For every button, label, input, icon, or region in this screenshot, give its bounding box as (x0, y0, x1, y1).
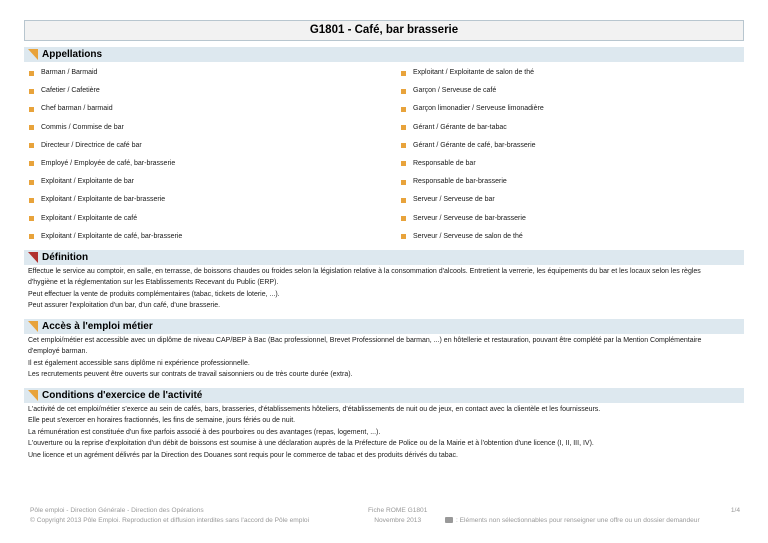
appellation-label: Cafetier / Cafetière (41, 87, 100, 95)
footer-fiche: Fiche ROME G1801 (368, 507, 428, 514)
square-bullet-icon (29, 125, 34, 130)
non-selectable-icon (445, 517, 453, 523)
section-heading-acces (24, 319, 744, 334)
square-bullet-icon (401, 198, 406, 203)
page-footer (30, 506, 742, 530)
orange-flag-icon (28, 321, 38, 332)
square-bullet-icon (401, 89, 406, 94)
footer-date: Novembre 2013 (374, 517, 422, 524)
list-item (24, 155, 396, 173)
list-item (396, 173, 744, 191)
list-item (24, 137, 396, 155)
acces-text (24, 334, 744, 384)
text-line: La rémunération est constituée d'un fixe parfois associé à des pourboires ou des avantages (repas, logement, ...). (28, 428, 381, 436)
text-line: Il est également accessible sans diplôme ni expérience professionnelle. (28, 359, 250, 367)
list-item (24, 191, 396, 209)
list-item (396, 82, 744, 100)
footer-center (368, 506, 427, 526)
orange-flag-icon (28, 49, 38, 60)
section-heading-conditions (24, 388, 744, 403)
section-heading-definition (24, 250, 744, 265)
page-title: G1801 - Café, bar brasserie (24, 20, 744, 41)
square-bullet-icon (401, 125, 406, 130)
appellation-label: Commis / Commise de bar (41, 123, 124, 131)
section-title: Conditions d'exercice de l'activité (42, 389, 203, 401)
section-title: Appellations (42, 49, 103, 60)
square-bullet-icon (29, 161, 34, 166)
appellations-list (24, 62, 744, 246)
appellation-label: Garçon / Serveuse de café (413, 87, 497, 95)
appellation-label: Exploitant / Exploitante de salon de thé (413, 69, 535, 76)
text-line: Peut assurer l'exploitation d'un bar, d'un café, d'une brasserie. (28, 302, 221, 310)
text-line: Les recrutements peuvent être ouverts sur contrats de travail saisonniers ou de très courte durée (extra). (28, 371, 353, 379)
square-bullet-icon (401, 71, 406, 76)
square-bullet-icon (401, 216, 406, 221)
square-bullet-icon (29, 143, 34, 148)
appellation-label: Directeur / Directrice de café bar (41, 141, 142, 149)
definition-text (24, 265, 744, 315)
rome-sheet (24, 20, 744, 464)
list-item (24, 100, 396, 118)
square-bullet-icon (29, 180, 34, 185)
square-bullet-icon (29, 216, 34, 221)
text-line: d'hygiène et la réglementation sur les Etablissements Recevant du Public (ERP). (28, 279, 279, 287)
footer-copyright: © Copyright 2013 Pôle Emploi. Reproduction et diffusion interdites sans l'accord de Pôle emploi (30, 517, 310, 524)
appellation-label: Garçon limonadier / Serveuse limonadière (413, 105, 544, 113)
list-item (396, 119, 744, 137)
footer-legend (445, 516, 700, 526)
appellation-label: Responsable de bar-brasserie (413, 178, 507, 186)
list-item (396, 191, 744, 209)
text-line: Cet emploi/métier est accessible avec un diplôme de niveau CAP/BEP à Bac (Bac professionnel, Brevet Professionnel de barman, ...) en hôtellerie et restauration, pouvant être complété par la Mention Complémentaire (28, 336, 702, 344)
square-bullet-icon (29, 89, 34, 94)
orange-flag-icon (28, 390, 38, 401)
appellation-label: Employé / Employée de café, bar-brasserie (41, 159, 176, 167)
list-item (24, 119, 396, 137)
list-item (24, 82, 396, 100)
appellation-label: Chef barman / barmaid (41, 105, 113, 113)
square-bullet-icon (401, 161, 406, 166)
appellation-label: Gérant / Gérante de bar-tabac (413, 123, 507, 131)
square-bullet-icon (401, 107, 406, 112)
text-line: Elle peut s'exercer en horaires fractionnés, les fins de semaine, jours fériés ou de nuit. (28, 417, 296, 425)
appellations-left-column (24, 64, 396, 246)
conditions-text (24, 403, 744, 465)
square-bullet-icon (401, 143, 406, 148)
square-bullet-icon (401, 234, 406, 239)
legend-text: : Eléments non sélectionnables pour renseigner une offre ou un dossier demandeur (456, 517, 700, 524)
footer-org: Pôle emploi - Direction Générale - Direction des Opérations (30, 507, 204, 514)
list-item (396, 100, 744, 118)
appellation-label: Exploitant / Exploitante de café, bar-brasserie (41, 232, 183, 240)
text-line: Une licence et un agrément délivrés par la Direction des Douanes sont requis pour le commerce de tabac et des produits dérivés du tabac. (28, 451, 458, 459)
appellation-label: Exploitant / Exploitante de café (41, 214, 138, 222)
section-title: Définition (42, 251, 89, 263)
square-bullet-icon (29, 198, 34, 203)
section-heading-appellations (24, 47, 744, 62)
appellation-label: Gérant / Gérante de café, bar-brasserie (413, 141, 536, 149)
appellations-right-column (396, 64, 744, 246)
square-bullet-icon (29, 107, 34, 112)
appellation-label: Serveur / Serveuse de salon de thé (413, 232, 523, 240)
page-number: 1/4 (730, 507, 740, 514)
text-line: Peut effectuer la vente de produits complémentaires (tabac, tickets de loterie, ...). (28, 290, 280, 298)
appellation-label: Responsable de bar (413, 159, 476, 167)
list-item (396, 137, 744, 155)
appellation-label: Exploitant / Exploitante de bar-brasserie (41, 196, 166, 204)
list-item (396, 228, 744, 246)
appellation-label: Serveur / Serveuse de bar-brasserie (413, 214, 526, 222)
list-item (24, 64, 396, 82)
appellation-label: Barman / Barmaid (41, 69, 98, 76)
text-line: d'employé barman. (28, 348, 88, 356)
list-item (396, 210, 744, 228)
list-item (24, 228, 396, 246)
text-line: L'ouverture ou la reprise d'exploitation d'un débit de boissons est soumise à une déclaration auprès de la Préfecture de Police ou de la Mairie et à l'obtention d'une licence (I, II, III, IV). (28, 440, 594, 448)
appellation-label: Serveur / Serveuse de bar (413, 196, 495, 204)
appellation-label: Exploitant / Exploitante de bar (41, 178, 135, 186)
list-item (24, 210, 396, 228)
list-item (24, 173, 396, 191)
section-title: Accès à l'emploi métier (42, 320, 153, 332)
square-bullet-icon (29, 71, 34, 76)
list-item (396, 64, 744, 82)
footer-left (30, 506, 309, 526)
text-line: L'activité de cet emploi/métier s'exerce au sein de cafés, bars, brasseries, d'établissements hôteliers, d'établissements de nuit ou de jeux, en contact avec la clientèle et les fournisseurs. (28, 405, 601, 413)
list-item (396, 155, 744, 173)
square-bullet-icon (29, 234, 34, 239)
text-line: Effectue le service au comptoir, en salle, en terrasse, de boissons chaudes ou froides selon la législation relative à la consommation d'alcools. Entretient la verrerie, les équipements du bar et les locaux selon les règles (28, 267, 701, 275)
square-bullet-icon (401, 180, 406, 185)
red-flag-icon (28, 252, 38, 263)
